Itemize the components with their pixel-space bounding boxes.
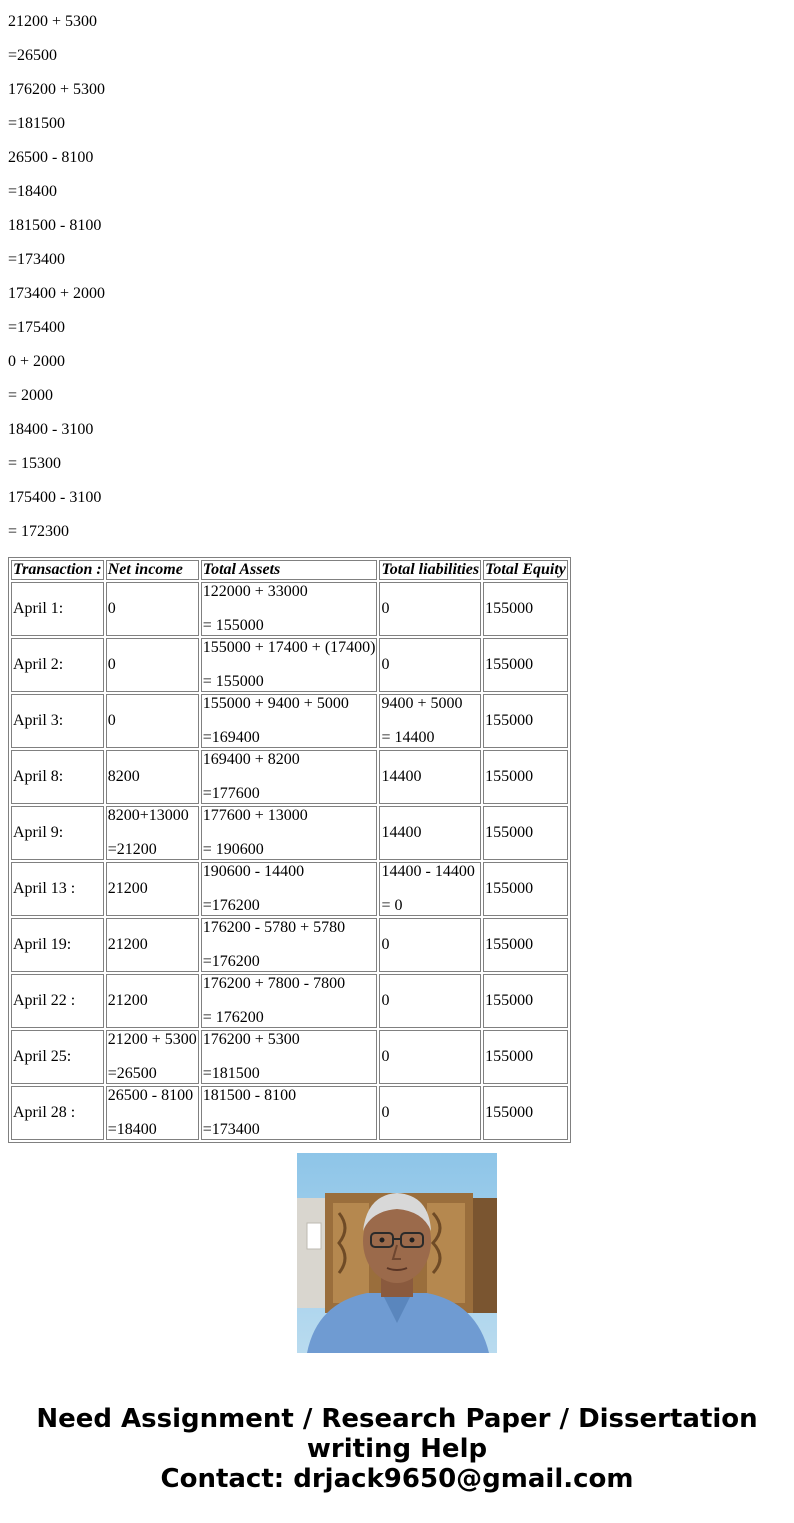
avatar — [297, 1153, 497, 1353]
cell-text: 155000 — [485, 712, 534, 729]
promo-line-2: writing Help — [306, 1434, 488, 1464]
cell-text: 26500 - 8100 — [107, 1087, 194, 1104]
cell-text: 0 — [381, 992, 390, 1009]
calc-line: 26500 - 8100 — [8, 149, 94, 166]
column-header: Transaction : — [13, 561, 102, 578]
table-row — [11, 582, 568, 636]
table-cell — [11, 918, 104, 972]
cell-text: 21200 — [107, 992, 148, 1009]
table-cell — [106, 862, 199, 916]
calc-line: = 172300 — [8, 523, 70, 540]
cell-text: 122000 + 33000 — [202, 583, 308, 600]
cell-text: 155000 — [485, 768, 534, 785]
table-cell — [379, 694, 481, 748]
table-cell — [483, 694, 568, 748]
table-cell — [379, 582, 481, 636]
cell-text: 0 — [381, 600, 390, 617]
table-cell — [379, 1030, 481, 1084]
table-row — [11, 806, 568, 860]
cell-text: 169400 + 8200 — [202, 751, 300, 768]
cell-text: = 14400 — [381, 729, 435, 746]
table-cell — [379, 750, 481, 804]
calc-line: 0 + 2000 — [8, 353, 66, 370]
calc-line: = 2000 — [8, 387, 54, 404]
cell-text: 14400 - 14400 — [381, 863, 475, 880]
cell-text: = 176200 — [202, 1009, 264, 1026]
table-row — [11, 638, 568, 692]
cell-text: 155000 — [485, 600, 534, 617]
calc-line: =181500 — [8, 115, 66, 132]
cell-text: April 9: — [13, 824, 64, 841]
cell-text: 155000 — [485, 992, 534, 1009]
cell-text: April 19: — [13, 936, 72, 953]
calc-line: 181500 - 8100 — [8, 217, 102, 234]
transactions-table — [8, 557, 571, 1143]
cell-text: 177600 + 13000 — [202, 807, 308, 824]
cell-text: 9400 + 5000 — [381, 695, 463, 712]
cell-text: 0 — [381, 656, 390, 673]
cell-text: = 0 — [381, 897, 403, 914]
table-cell — [379, 974, 481, 1028]
table-cell — [106, 1030, 199, 1084]
cell-text: 21200 — [107, 880, 148, 897]
table-row — [11, 1030, 568, 1084]
table-cell — [201, 918, 378, 972]
table-cell — [11, 806, 104, 860]
cell-text: 0 — [107, 712, 116, 729]
column-header: Net income — [106, 560, 199, 580]
cell-text: =169400 — [202, 729, 260, 746]
cell-text: =176200 — [202, 897, 260, 914]
table-cell — [201, 974, 378, 1028]
table-cell — [483, 638, 568, 692]
cell-text: 155000 + 17400 + (17400) — [202, 639, 376, 656]
cell-text: 0 — [381, 1048, 390, 1065]
table-cell — [483, 1030, 568, 1084]
cell-text: 181500 - 8100 — [202, 1087, 297, 1104]
table-cell — [483, 862, 568, 916]
table-cell — [483, 974, 568, 1028]
cell-text: 0 — [107, 656, 116, 673]
cell-text: April 8: — [13, 768, 64, 785]
cell-text: =177600 — [202, 785, 260, 802]
cell-text: =26500 — [107, 1065, 157, 1082]
table-cell — [379, 918, 481, 972]
table-cell — [201, 638, 378, 692]
cell-text: 14400 — [381, 824, 422, 841]
table-cell — [106, 806, 199, 860]
table-cell — [106, 694, 199, 748]
calc-line: 175400 - 3100 — [8, 489, 102, 506]
cell-text: =173400 — [202, 1121, 260, 1138]
cell-text: = 155000 — [202, 673, 264, 690]
cell-text: April 25: — [13, 1048, 72, 1065]
table-cell — [201, 862, 378, 916]
table-row — [11, 918, 568, 972]
table-header-row — [11, 560, 568, 580]
table-cell — [11, 694, 104, 748]
cell-text: 0 — [381, 1104, 390, 1121]
cell-text: April 3: — [13, 712, 64, 729]
table-cell — [379, 806, 481, 860]
calc-line: =173400 — [8, 251, 66, 268]
cell-text: 8200+13000 — [107, 807, 189, 824]
table-cell — [11, 750, 104, 804]
calculation-lines — [0, 0, 794, 541]
cell-text: 155000 — [485, 880, 534, 897]
calc-line: = 15300 — [8, 455, 62, 472]
cell-text: 8200 — [107, 768, 140, 785]
table-row — [11, 862, 568, 916]
table-cell — [483, 582, 568, 636]
cell-text: 176200 + 5300 — [202, 1031, 300, 1048]
cell-text: April 22 : — [13, 992, 76, 1009]
cell-text: April 2: — [13, 656, 64, 673]
calc-line: =18400 — [8, 183, 58, 200]
cell-text: 21200 + 5300 — [107, 1031, 197, 1048]
calc-line: 21200 + 5300 — [8, 13, 98, 30]
table-cell — [11, 1030, 104, 1084]
table-cell — [201, 750, 378, 804]
table-cell — [201, 582, 378, 636]
table-cell — [483, 750, 568, 804]
cell-text: = 155000 — [202, 617, 264, 634]
table-cell — [201, 1030, 378, 1084]
column-header: Total Assets — [201, 560, 378, 580]
cell-text: 155000 — [485, 656, 534, 673]
table-cell — [379, 862, 481, 916]
cell-text: 14400 — [381, 768, 422, 785]
cell-text: 155000 — [485, 936, 534, 953]
calc-line: =175400 — [8, 319, 66, 336]
cell-text: April 28 : — [13, 1104, 76, 1121]
cell-text: 0 — [107, 600, 116, 617]
cell-text: 0 — [381, 936, 390, 953]
calc-line: 176200 + 5300 — [8, 81, 106, 98]
promo-line-1: Need Assignment / Research Paper / Dissertation — [36, 1404, 758, 1434]
person-photo — [297, 1153, 497, 1353]
calc-line: 18400 - 3100 — [8, 421, 94, 438]
cell-text: =21200 — [107, 841, 157, 858]
table-cell — [11, 582, 104, 636]
table-cell — [201, 694, 378, 748]
promo-text — [0, 1404, 794, 1494]
cell-text: =181500 — [202, 1065, 260, 1082]
table-cell — [379, 638, 481, 692]
table-cell — [106, 750, 199, 804]
column-header: Total Equity — [485, 561, 566, 578]
cell-text: 155000 — [485, 1048, 534, 1065]
table-row — [11, 750, 568, 804]
column-header: Total liabilities — [381, 561, 480, 578]
cell-text: 176200 - 5780 + 5780 — [202, 919, 346, 936]
table-cell — [483, 806, 568, 860]
promo-contact: Contact: drjack9650@gmail.com — [160, 1464, 634, 1494]
cell-text: 155000 — [485, 1104, 534, 1121]
table-row — [11, 694, 568, 748]
table-cell — [11, 974, 104, 1028]
cell-text: 155000 — [485, 824, 534, 841]
table-body — [11, 582, 568, 1140]
cell-text: 176200 + 7800 - 7800 — [202, 975, 346, 992]
cell-text: =176200 — [202, 953, 260, 970]
table-cell — [106, 974, 199, 1028]
cell-text: 190600 - 14400 — [202, 863, 305, 880]
calc-line: =26500 — [8, 47, 58, 64]
cell-text: 21200 — [107, 936, 148, 953]
calc-line: 173400 + 2000 — [8, 285, 106, 302]
cell-text: April 1: — [13, 600, 64, 617]
table-cell — [106, 582, 199, 636]
cell-text: 155000 + 9400 + 5000 — [202, 695, 349, 712]
table-row — [11, 974, 568, 1028]
table-cell — [11, 638, 104, 692]
table-cell — [483, 918, 568, 972]
cell-text: April 13 : — [13, 880, 76, 897]
cell-text: =18400 — [107, 1121, 157, 1138]
table-cell — [106, 918, 199, 972]
table-cell — [106, 638, 199, 692]
promo-section — [0, 1123, 794, 1523]
cell-text: = 190600 — [202, 841, 264, 858]
table-cell — [201, 806, 378, 860]
table-cell — [11, 862, 104, 916]
